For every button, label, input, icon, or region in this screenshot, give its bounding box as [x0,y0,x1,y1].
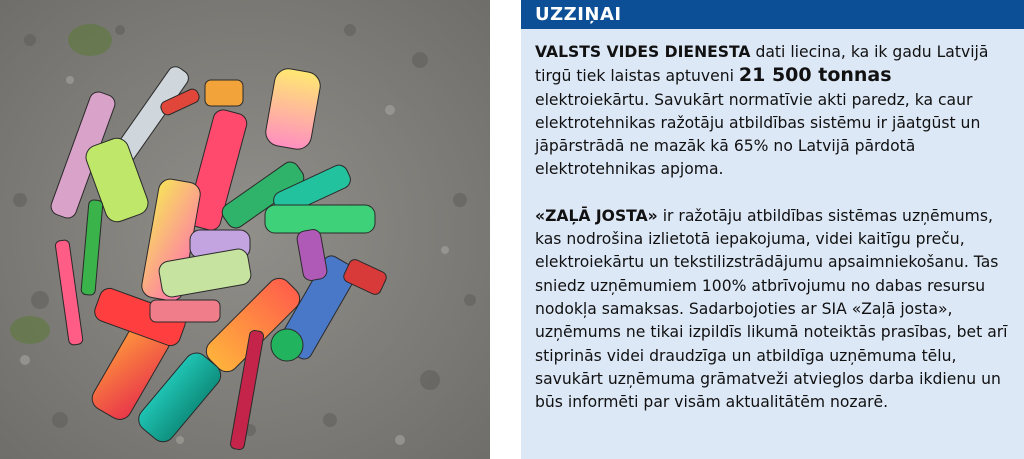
photo-illustration [0,0,490,459]
paragraph-vvd [535,41,1010,182]
paragraph-lead: VALSTS VIDES DIENESTA [535,43,751,61]
panel-title: UZZIŅAI [521,0,1024,29]
paragraph-text: dati liecina, ka ik gadu Latvijā tirgū tiek laistas aptuveni [535,43,989,86]
paragraph-zala-josta [535,205,1010,415]
paragraph-text: elektroiekārtu. Savukārt normatīvie akti paredz, ka caur elektrotehnikas ražotāju atbildības sistēmu ir jāatgūst un jāpārstrādā ne mazāk kā 65% no Latvijā pārdotā elektrotehnikas apjoma. [535,90,981,179]
vape-pile-photo [0,0,490,459]
highlight-figure: 21 500 tonnas [738,64,892,87]
paragraph-text: ir ražotāju atbildības sistēmas uzņēmums, kas nodrošina izlietotā iepakojuma, videi kaitīgu preču, elektroiekārtu un tekstilizstrādājumu apsaimniekošanu. Tas sniedz uzņēmumiem 100% atbrīvojumu no dabas resursu nodokļa samaksas. Sadarbojoties ar SIA «Zaļā josta», uzņēmums ne tikai izpildīs likumā noteiktās prasības, bet arī stiprinās videi draudzīga un atbildīga uzņēmuma tēlu, savukārt uzņēmuma grāmatveži atvieglos darba ikdienu un būs informēti par visām aktualitātēm nozarē. [535,206,1008,412]
info-panel [521,0,1024,459]
paragraph-lead: «ZAĻĀ JOSTA» [535,206,658,225]
panel-body [521,29,1024,414]
